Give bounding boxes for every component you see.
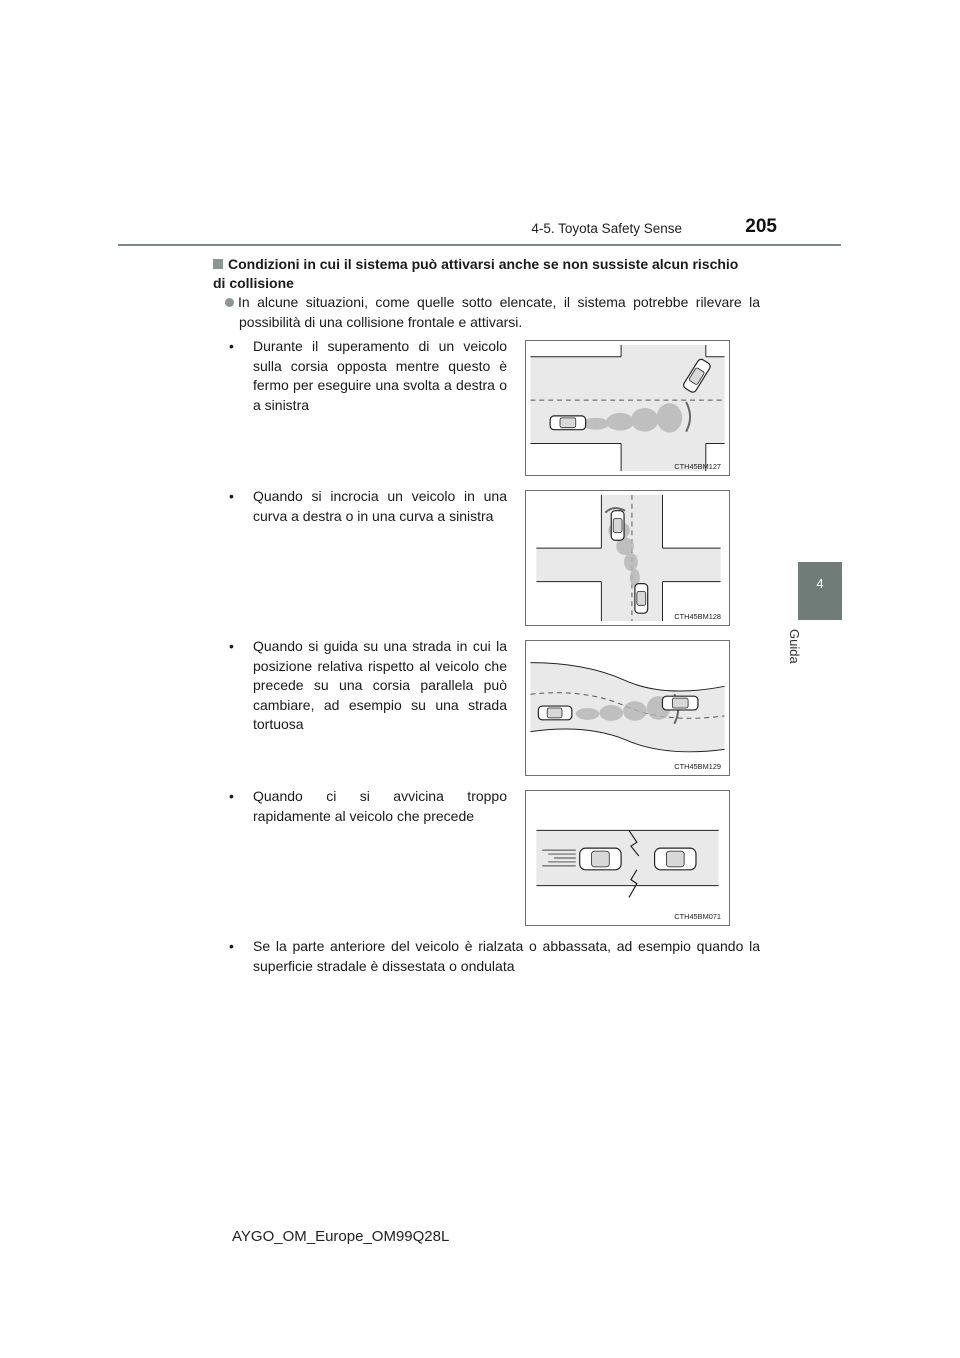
car-icon (635, 584, 648, 614)
illustration-winding-road (526, 641, 729, 775)
list-item (229, 937, 760, 976)
figure-code: CTH45BM129 (674, 762, 722, 772)
list-item-text: Quando ci si avvicina troppo rapidamente al veicolo che precede (253, 788, 507, 824)
section-heading-text: Condizioni in cui il sistema può attivarsi anche se non sussiste alcun rischio di collisione (213, 256, 739, 291)
illustration-overtaking (526, 341, 729, 475)
document-code: AYGO_OM_Europe_OM99Q28L (232, 1228, 450, 1245)
illustration-crossing (526, 491, 729, 625)
chapter-label-text: Guida (787, 629, 802, 664)
chapter-label (774, 625, 818, 685)
car-icon (611, 511, 624, 541)
section-heading (213, 255, 746, 293)
figure-code: CTH45BM127 (674, 462, 722, 472)
car-icon (662, 696, 697, 710)
figure-code: CTH45BM128 (674, 612, 722, 622)
figure-rapid-approach (525, 790, 730, 926)
circle-bullet-icon (225, 298, 234, 307)
bullet-mark: • (229, 488, 234, 504)
car-icon (550, 416, 585, 430)
car-icon (538, 706, 572, 720)
list-item (229, 337, 507, 415)
car-icon (580, 848, 621, 870)
bullet-mark: • (229, 938, 234, 954)
bullet-mark: • (229, 788, 234, 804)
figure-crossing (525, 490, 730, 626)
figure-code: CTH45BM071 (674, 912, 722, 922)
list-item (229, 787, 507, 826)
figure-winding-road (525, 640, 730, 776)
illustration-rapid-approach (526, 791, 729, 925)
page-number: 205 (745, 216, 777, 237)
list-item-text: Durante il superamento di un veicolo sulla corsia opposta mentre questo è fermo per eseguire una svolta a destra o a sinistra (253, 338, 507, 413)
bullet-mark: • (229, 638, 234, 654)
section-title: 4-5. Toyota Safety Sense (531, 221, 682, 236)
list-item (229, 487, 507, 526)
intro-text: In alcune situazioni, come quelle sotto elencate, il sistema potrebbe rilevare la possibilità di una collisione frontale e attivarsi. (238, 294, 760, 330)
car-icon (655, 848, 696, 870)
header-rule (118, 244, 841, 246)
square-bullet-icon (213, 259, 223, 269)
list-item (229, 637, 507, 735)
figure-overtaking (525, 340, 730, 476)
chapter-tab: 4 (798, 562, 842, 620)
list-item-text: Quando si incrocia un veicolo in una curva a destra o in una curva a sinistra (253, 488, 507, 524)
list-item-text: Quando si guida su una strada in cui la posizione relativa rispetto al veicolo che precede su una corsia parallela può cambiare, ad esempio su una strada tortuosa (253, 638, 507, 732)
list-item-text: Se la parte anteriore del veicolo è rialzata o abbassata, ad esempio quando la superficie stradale è dissestata o ondulata (253, 938, 760, 974)
bullet-mark: • (229, 338, 234, 354)
intro-paragraph (225, 293, 760, 332)
